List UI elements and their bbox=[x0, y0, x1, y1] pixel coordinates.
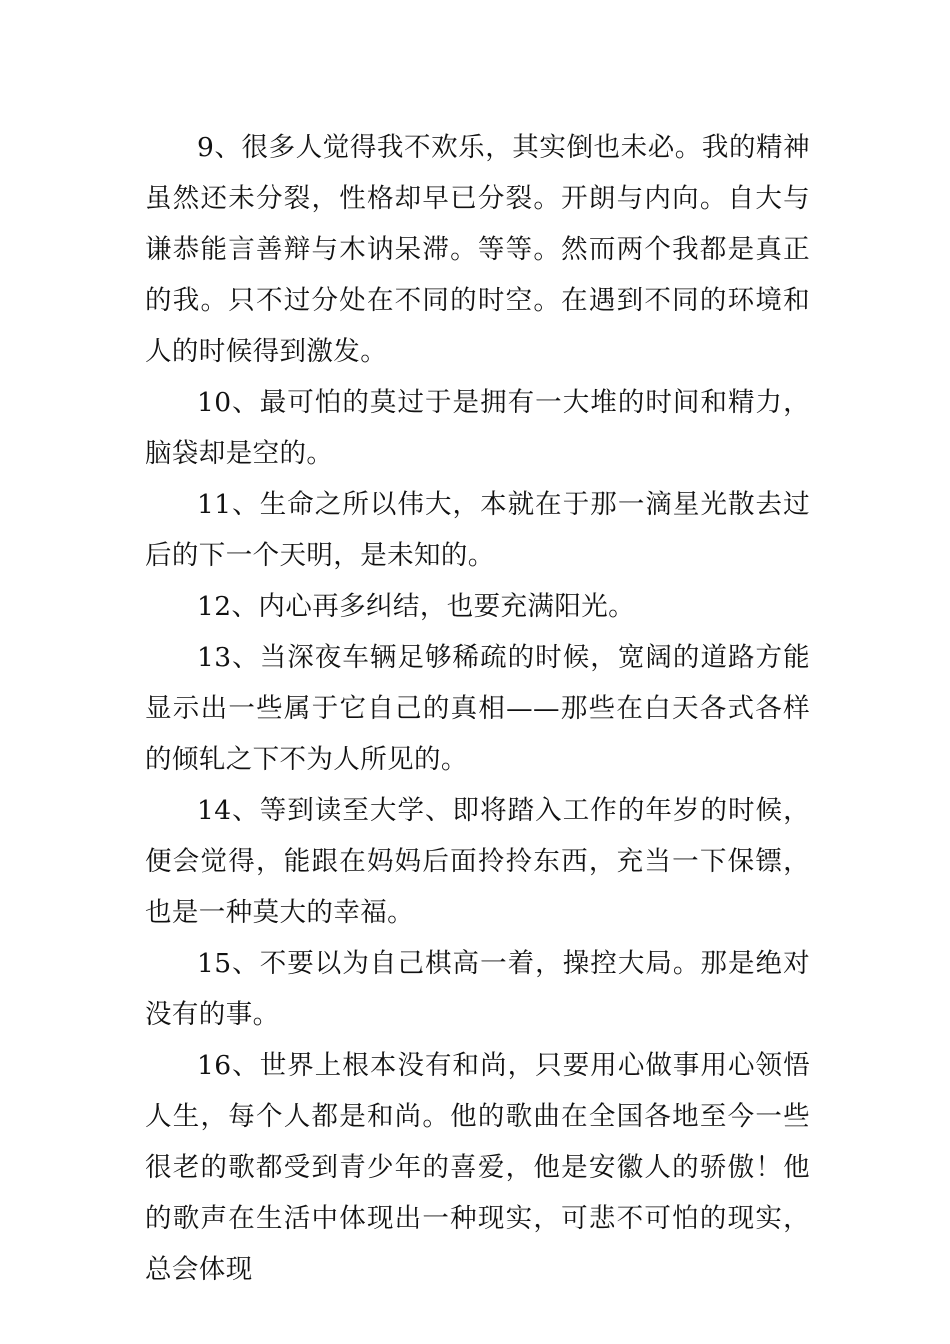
paragraph-16: 16、世界上根本没有和尚，只要用心做事用心领悟人生，每个人都是和尚。他的歌曲在全国各地至今一些很老的歌都受到青少年的喜爱，他是安徽人的骄傲！他的歌声在生活中体现出一种现实，可悲不可怕的现实，总会体现 bbox=[145, 1050, 810, 1285]
paragraph-9: 9、很多人觉得我不欢乐，其实倒也未必。我的精神虽然还未分裂，性格却早已分裂。开朗与内向。自大与谦恭能言善辩与木讷呆滞。等等。然而两个我都是真正的我。只不过分处在不同的时空。在遇到不同的环境和人的时候得到激发。 bbox=[145, 132, 810, 367]
paragraph-12: 12、内心再多纠结，也要充满阳光。 bbox=[197, 591, 636, 622]
paragraph-13: 13、当深夜车辆足够稀疏的时候，宽阔的道路方能显示出一些属于它自己的真相——那些在白天各式各样的倾轧之下不为人所见的。 bbox=[145, 642, 810, 775]
document-page bbox=[145, 122, 810, 1295]
paragraph-10: 10、最可怕的莫过于是拥有一大堆的时间和精力，脑袋却是空的。 bbox=[145, 387, 810, 469]
paragraph-14: 14、等到读至大学、即将踏入工作的年岁的时候，便会觉得，能跟在妈妈后面拎拎东西，充当一下保镖，也是一种莫大的幸福。 bbox=[145, 795, 810, 928]
paragraph-15: 15、不要以为自己棋高一着，操控大局。那是绝对没有的事。 bbox=[145, 948, 810, 1030]
paragraph-11: 11、生命之所以伟大，本就在于那一滴星光散去过后的下一个天明，是未知的。 bbox=[145, 489, 810, 571]
